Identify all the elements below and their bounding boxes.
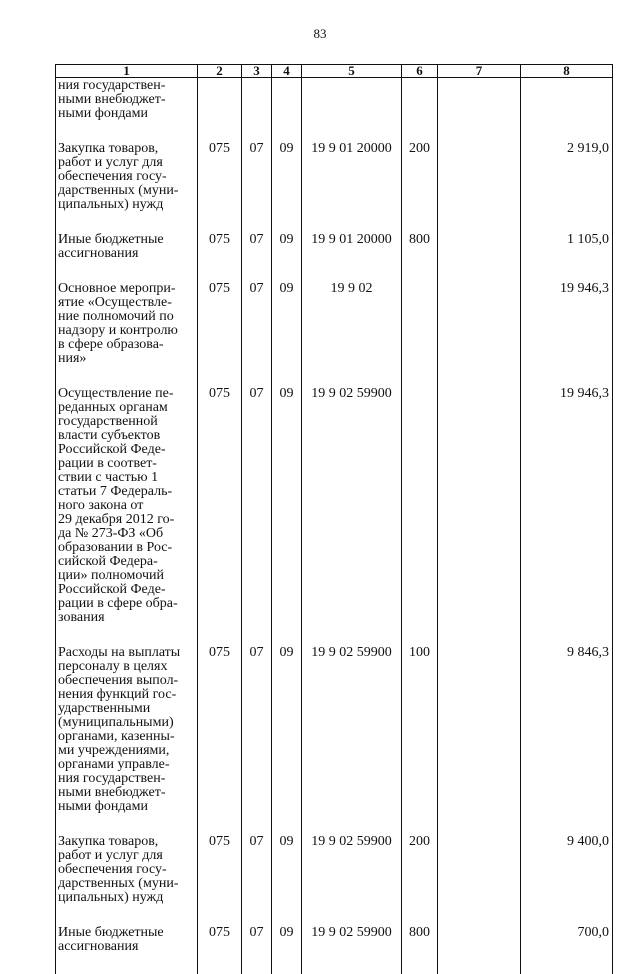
- row-target-article-cell: [302, 386, 402, 645]
- row-name-cell: [56, 78, 198, 142]
- row-target-article-cell: [302, 925, 402, 974]
- row-amount: 19 946,3: [521, 281, 609, 296]
- row-expense-type: [402, 281, 437, 282]
- row-code-cell: [198, 281, 242, 386]
- table-row: [56, 281, 613, 386]
- row-col7: [438, 141, 520, 142]
- row-subsection: 09: [272, 281, 301, 296]
- row-code: 075: [198, 232, 241, 247]
- row-section: 07: [242, 925, 271, 940]
- header-cell-3: 3: [242, 65, 272, 78]
- header-cell-4: 4: [272, 65, 302, 78]
- row-amount-cell: [521, 78, 613, 142]
- row-col7-cell: [438, 645, 521, 834]
- row-expense-type-cell: [402, 386, 438, 645]
- row-target-article-cell: [302, 645, 402, 834]
- row-subsection-cell: [272, 834, 302, 925]
- row-expense-type: 800: [402, 232, 437, 247]
- row-section: 07: [242, 141, 271, 156]
- row-col7-cell: [438, 281, 521, 386]
- header-cell-1: 1: [56, 65, 198, 78]
- row-name-cell: [56, 925, 198, 974]
- row-expense-type: [402, 386, 437, 387]
- row-code-cell: [198, 386, 242, 645]
- row-subsection-cell: [272, 925, 302, 974]
- row-subsection: 09: [272, 925, 301, 940]
- table-row: [56, 141, 613, 232]
- row-name: ния государствен- ными внебюджет- ными фондами: [58, 78, 195, 121]
- row-expense-type: 200: [402, 834, 437, 849]
- row-expense-type-cell: [402, 925, 438, 974]
- row-target-article-cell: [302, 834, 402, 925]
- row-name: Иные бюджетные ассигнования: [58, 232, 195, 261]
- row-amount-cell: [521, 834, 613, 925]
- row-expense-type: 100: [402, 645, 437, 660]
- row-section-cell: [242, 232, 272, 281]
- table-row: [56, 645, 613, 834]
- header-cell-5: 5: [302, 65, 402, 78]
- row-code: 075: [198, 386, 241, 401]
- row-col7: [438, 834, 520, 835]
- row-expense-type: 800: [402, 925, 437, 940]
- row-amount-cell: [521, 232, 613, 281]
- row-section: 07: [242, 232, 271, 247]
- row-code-cell: [198, 925, 242, 974]
- row-subsection-cell: [272, 141, 302, 232]
- row-expense-type: 200: [402, 141, 437, 156]
- row-name-cell: [56, 141, 198, 232]
- row-col7-cell: [438, 232, 521, 281]
- row-amount-cell: [521, 925, 613, 974]
- row-target-article-cell: [302, 232, 402, 281]
- row-target-article-cell: [302, 141, 402, 232]
- row-amount: 700,0: [521, 925, 609, 940]
- row-target-article: 19 9 02 59900: [302, 834, 401, 849]
- row-subsection: [272, 78, 301, 79]
- row-amount-cell: [521, 281, 613, 386]
- row-code: [198, 78, 241, 79]
- row-col7: [438, 232, 520, 233]
- row-amount-cell: [521, 386, 613, 645]
- row-section-cell: [242, 645, 272, 834]
- table-row: [56, 78, 613, 142]
- row-col7-cell: [438, 78, 521, 142]
- row-amount: 19 946,3: [521, 386, 609, 401]
- row-target-article: 19 9 02: [302, 281, 401, 296]
- row-section: 07: [242, 645, 271, 660]
- row-subsection-cell: [272, 645, 302, 834]
- row-section-cell: [242, 386, 272, 645]
- row-subsection-cell: [272, 232, 302, 281]
- header-cell-8: 8: [521, 65, 613, 78]
- row-section-cell: [242, 834, 272, 925]
- row-subsection-cell: [272, 78, 302, 142]
- row-section: 07: [242, 281, 271, 296]
- budget-table: [55, 64, 613, 974]
- row-code: 075: [198, 834, 241, 849]
- row-name: Осуществление пе- реданных органам государственной власти субъектов Российской Феде- рации в соответ- ствии с частью 1 статьи 7 Федераль- ного закона от 29 декабря 2012 го- да № 273-ФЗ «Об образовании в Рос- сийской Федера- ции» полномочий Российской Феде- рации в сфере обра- зования: [58, 386, 195, 625]
- row-code: 075: [198, 925, 241, 940]
- header-cell-7: 7: [438, 65, 521, 78]
- row-section-cell: [242, 78, 272, 142]
- header-cell-6: 6: [402, 65, 438, 78]
- row-subsection: 09: [272, 141, 301, 156]
- row-name: Закупка товаров, работ и услуг для обеспечения госу- дарственных (муни- ципальных) нужд: [58, 834, 195, 905]
- table-row: [56, 386, 613, 645]
- row-section: [242, 78, 271, 79]
- row-col7-cell: [438, 141, 521, 232]
- row-name-cell: [56, 386, 198, 645]
- row-expense-type-cell: [402, 281, 438, 386]
- row-name: Основное меропри- ятие «Осуществле- ние полномочий по надзору и контролю в сфере образова- ния»: [58, 281, 195, 366]
- row-target-article: [302, 78, 401, 79]
- row-section-cell: [242, 925, 272, 974]
- row-subsection: 09: [272, 645, 301, 660]
- row-amount-cell: [521, 645, 613, 834]
- row-col7-cell: [438, 925, 521, 974]
- row-name-cell: [56, 834, 198, 925]
- row-col7-cell: [438, 834, 521, 925]
- row-section: 07: [242, 834, 271, 849]
- row-code-cell: [198, 141, 242, 232]
- row-name: Иные бюджетные ассигнования: [58, 925, 195, 954]
- row-subsection-cell: [272, 386, 302, 645]
- row-col7: [438, 78, 520, 79]
- row-code-cell: [198, 645, 242, 834]
- row-amount: 9 400,0: [521, 834, 609, 849]
- row-col7: [438, 645, 520, 646]
- row-code: 075: [198, 281, 241, 296]
- row-subsection: 09: [272, 834, 301, 849]
- table-row: [56, 925, 613, 974]
- row-target-article: 19 9 02 59900: [302, 645, 401, 660]
- row-target-article: 19 9 01 20000: [302, 141, 401, 156]
- row-expense-type-cell: [402, 232, 438, 281]
- row-section-cell: [242, 281, 272, 386]
- row-name: Расходы на выплаты персоналу в целях обеспечения выпол- нения функций гос- ударственными (муниципальными) органами, казенны- ми учреждениями, органами управле- ния государствен- ными внебюджет- ными фондами: [58, 645, 195, 814]
- row-section-cell: [242, 141, 272, 232]
- table-row: [56, 834, 613, 925]
- row-target-article-cell: [302, 281, 402, 386]
- row-expense-type-cell: [402, 78, 438, 142]
- row-name: Закупка товаров, работ и услуг для обеспечения госу- дарственных (муни- ципальных) нужд: [58, 141, 195, 212]
- row-amount-cell: [521, 141, 613, 232]
- row-col7: [438, 925, 520, 926]
- row-amount: 1 105,0: [521, 232, 609, 247]
- row-code-cell: [198, 834, 242, 925]
- row-col7: [438, 281, 520, 282]
- row-section: 07: [242, 386, 271, 401]
- row-subsection-cell: [272, 281, 302, 386]
- table-body: [56, 78, 613, 974]
- row-amount: [521, 78, 609, 79]
- row-expense-type-cell: [402, 834, 438, 925]
- row-target-article: 19 9 02 59900: [302, 925, 401, 940]
- row-target-article: 19 9 02 59900: [302, 386, 401, 401]
- row-target-article: 19 9 01 20000: [302, 232, 401, 247]
- row-code-cell: [198, 232, 242, 281]
- row-subsection: 09: [272, 386, 301, 401]
- row-code-cell: [198, 78, 242, 142]
- row-code: 075: [198, 141, 241, 156]
- row-target-article-cell: [302, 78, 402, 142]
- row-col7-cell: [438, 386, 521, 645]
- row-expense-type-cell: [402, 645, 438, 834]
- row-subsection: 09: [272, 232, 301, 247]
- table-row: [56, 232, 613, 281]
- header-row: [56, 65, 613, 78]
- row-name-cell: [56, 232, 198, 281]
- row-name-cell: [56, 645, 198, 834]
- header-cell-2: 2: [198, 65, 242, 78]
- page-number: 83: [0, 26, 640, 42]
- row-expense-type-cell: [402, 141, 438, 232]
- row-col7: [438, 386, 520, 387]
- row-name-cell: [56, 281, 198, 386]
- row-amount: 2 919,0: [521, 141, 609, 156]
- row-amount: 9 846,3: [521, 645, 609, 660]
- row-expense-type: [402, 78, 437, 79]
- row-code: 075: [198, 645, 241, 660]
